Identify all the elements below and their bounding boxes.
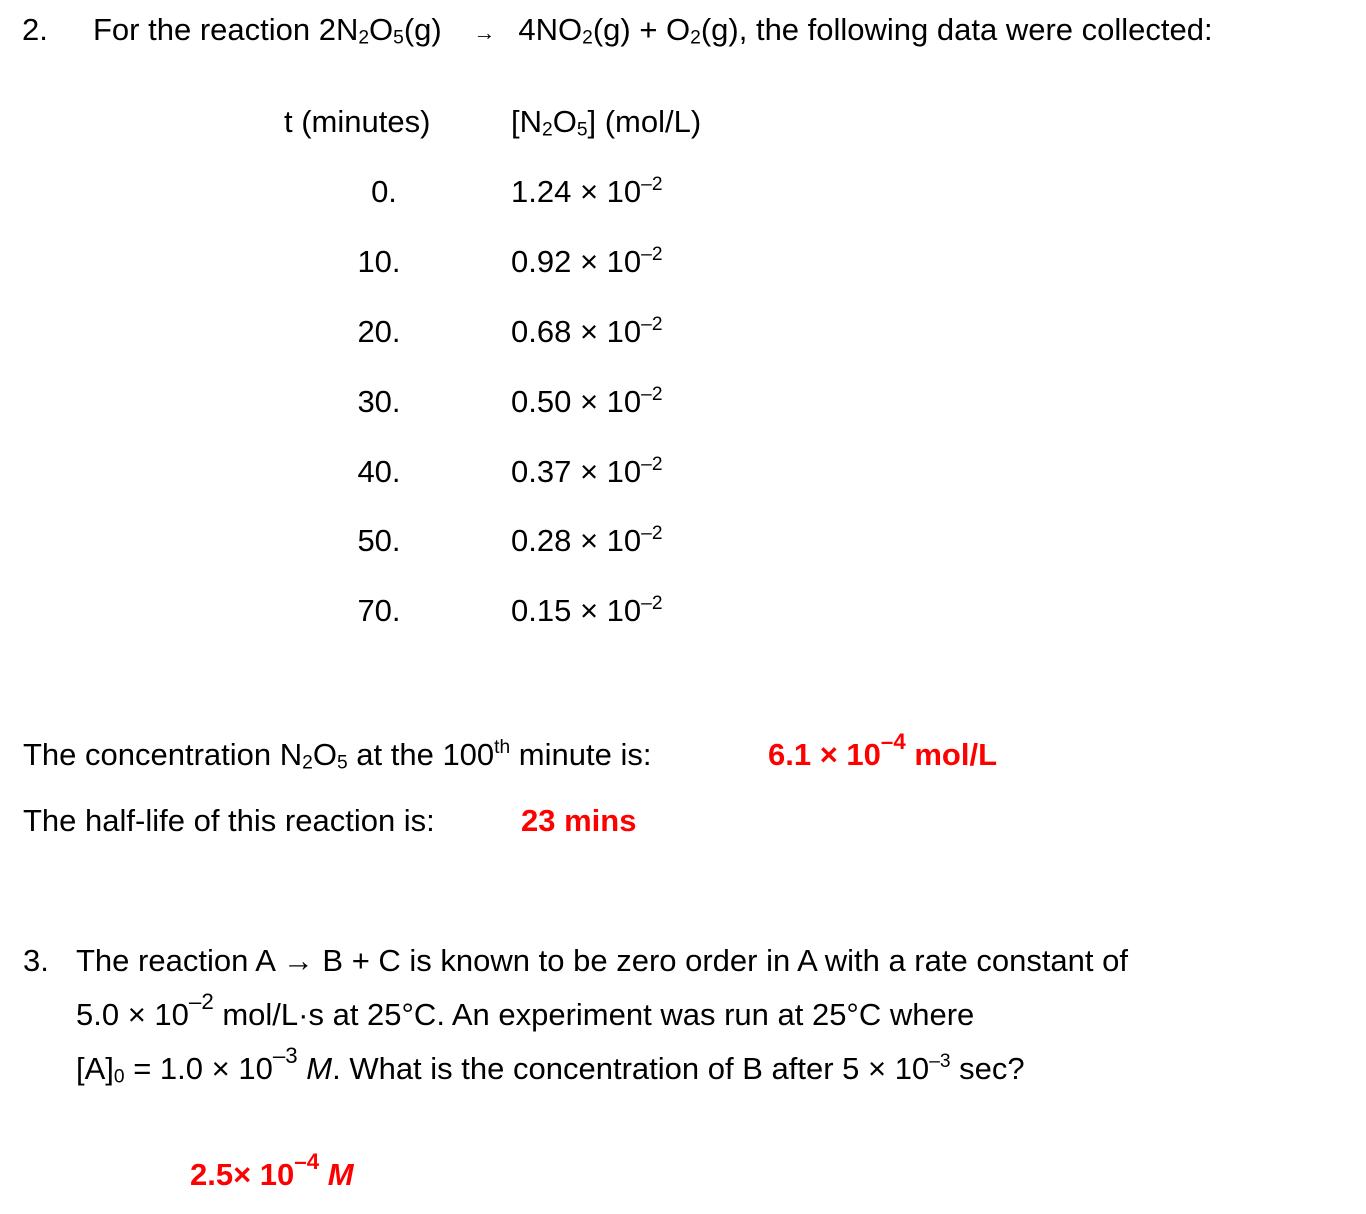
q3-number: 3. — [23, 943, 49, 978]
table-cell-time: 10. — [357, 244, 401, 279]
table-cell-time: 0. — [371, 174, 397, 209]
table-header-concentration: [N2O5] (mol/L) — [511, 104, 702, 141]
table-cell-time: 20. — [357, 314, 401, 349]
table-cell-concentration: $0.92 \times 10^{-2}$ — [511, 244, 663, 279]
table-cell-time: 50. — [357, 523, 401, 558]
table-cell-time: 40. — [357, 454, 401, 489]
table-cell-concentration: $1.24 \times 10^{-2}$ — [511, 174, 663, 209]
table-cell-concentration: $0.15 \times 10^{-2}$ — [511, 593, 663, 628]
q3-line-2: $5.0 \times 10^{-2}$ mol/L·s at 25°C. An experiment was run at 25°C where — [76, 988, 975, 1032]
table-cell-time: 30. — [357, 384, 401, 419]
q2-number: 2. — [22, 12, 48, 47]
q2-halflife-answer: 23 mins — [521, 803, 637, 838]
q2-concentration-answer: $6.1 \times 10^{-4}$ mol/L — [768, 728, 998, 772]
table-cell-concentration: $0.37 \times 10^{-2}$ — [511, 454, 663, 489]
table-cell-concentration: $0.28 \times 10^{-2}$ — [511, 523, 663, 558]
q3-line-1: The reaction A → B + C is known to be zero order in A with a rate constant of — [76, 943, 1128, 978]
table-cell-concentration: $0.68 \times 10^{-2}$ — [511, 314, 663, 349]
q3-answer: $2.5\times 10^{-4}$ M — [190, 1148, 354, 1192]
q2-halflife-question: The half-life of this reaction is: — [23, 803, 435, 838]
q2-reaction-statement: For the reaction 2N2O5(g) → 4NO2(g) + O2(g), the following data were collected: — [93, 12, 1213, 51]
reaction-arrow-icon: → — [473, 20, 496, 45]
q3-line-3: $[A]0 = 1.0 \times 10^{-3}$ M. What is the concentration of B after $5 \times 10^{-3}$ sec? — [76, 1042, 1025, 1088]
table-header-time: t (minutes) — [284, 104, 431, 139]
table-cell-time: 70. — [357, 593, 401, 628]
q2-concentration-question: The concentration N2O5 at the 100th minute is: — [23, 737, 652, 774]
table-cell-concentration: $0.50 \times 10^{-2}$ — [511, 384, 663, 419]
